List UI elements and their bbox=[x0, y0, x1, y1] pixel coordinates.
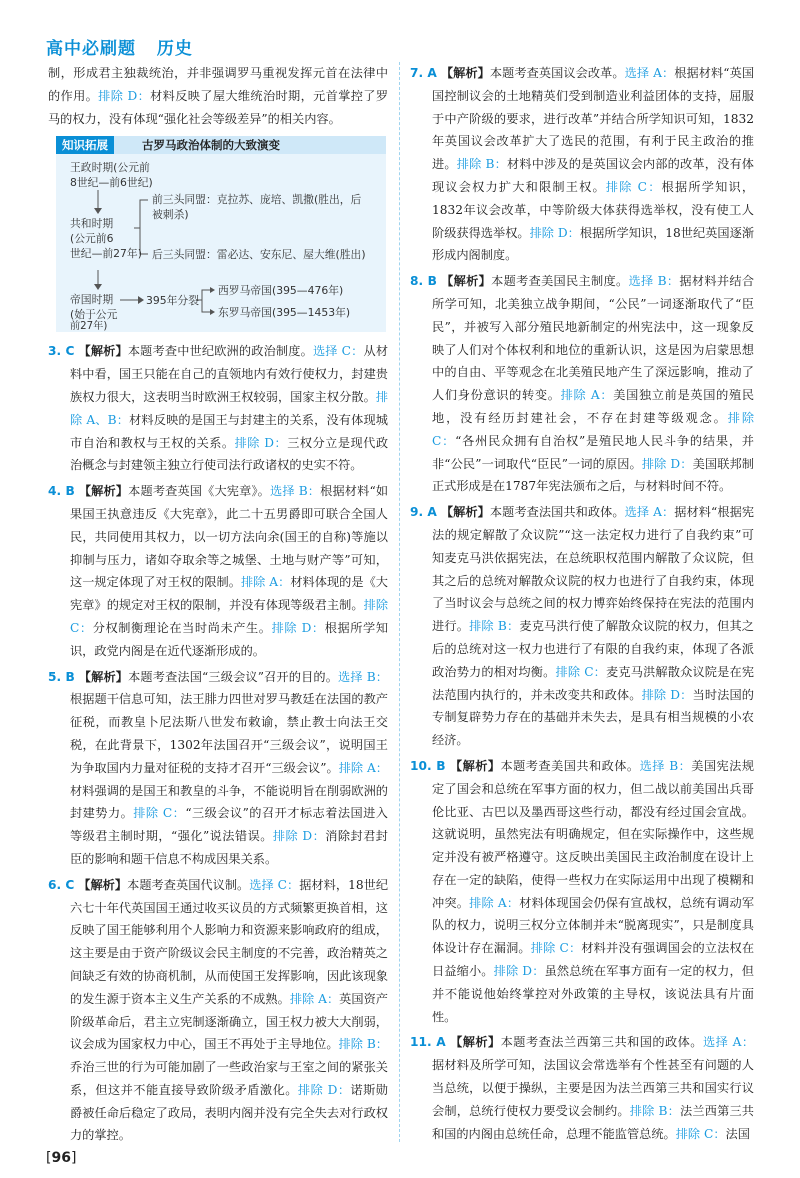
analysis-tag: 【解析】 bbox=[440, 505, 490, 520]
option-label: 排除 D： bbox=[272, 829, 326, 844]
explanation-text: 当时法国的专制复辟势力存在的基础并未失去，是具有相当规模的小农经济。 bbox=[432, 687, 754, 748]
explanation-text: 美国联邦制正式形成是在1787年宪法颁布之后，与材料时间不符。 bbox=[432, 456, 754, 494]
knowledge-box bbox=[56, 136, 386, 332]
republic-period-dates: (公元前6 bbox=[70, 232, 114, 246]
explanation-text: 本题考查美国民主制度。 bbox=[491, 274, 629, 289]
option-label: 排除 D： bbox=[271, 620, 325, 635]
explanation-text: 乔治三世的行为可能加剧了一些政治家与王室之间的紧张关系，但这并不能直接导致阶级矛盾激化。 bbox=[70, 1060, 388, 1097]
option-label: 排除 C： bbox=[675, 1126, 726, 1141]
option-label: 选择 B： bbox=[270, 484, 321, 499]
first-triumvirate: 被刺杀) bbox=[152, 208, 189, 222]
explanation-text: 本题考查英国议会改革。 bbox=[489, 66, 625, 80]
answer-item bbox=[48, 874, 388, 1148]
explanation-text: “各州民众拥有自治权”是殖民地人民斗争的结果，并非“公民”一词取代“臣民”一词的原因。 bbox=[432, 433, 754, 471]
explanation-text: 本题考查中世纪欧洲的政治制度。 bbox=[127, 344, 313, 359]
explanation-text: 分权制衡理论在当时尚未产生。 bbox=[92, 620, 272, 635]
option-label: 排除 D： bbox=[641, 687, 693, 702]
explanation-text: 三权分立是现代政治概念与封建领主独立行使司法行政诸权的史实不符。 bbox=[70, 435, 389, 473]
answer-number: 11. A bbox=[410, 1035, 446, 1050]
explanation-text: “三级会议”的召开才标志着法国进入等级君主制时期，“强化”说法错误。 bbox=[70, 806, 388, 844]
option-label: 选择 C： bbox=[312, 344, 364, 359]
answer-number: 10. B bbox=[410, 758, 446, 773]
option-label: 排除 C： bbox=[432, 410, 755, 448]
kingdom-period: 王政时期(公元前 bbox=[70, 161, 150, 175]
explanation-text: 本题考查法国“三级会议”召开的目的。 bbox=[128, 669, 339, 684]
intro-text: 了罗马的权力，没有体现“强化社会等级差异”的相关内容。 bbox=[48, 88, 389, 126]
explanation-text: 英国资产阶级革命后，君主立宪制逐渐确立，国王权力被大大削弱，议会成为国家权力中心，国王不再处于主导地位。 bbox=[70, 991, 388, 1052]
explanation-text: 根据题干信息可知，法王腓力四世对罗马教廷在法国的教产征税，而教皇卜尼法斯八世发布敕谕，禁止教士向法王交税，在此背景下，1302年法国召开“三级会议”，说明国王为争取国内力量对征税的支持才召开“三级会议”。 bbox=[70, 692, 388, 775]
intro-text: 中的作用。 bbox=[48, 66, 388, 103]
answer-number: 8. B bbox=[410, 274, 437, 289]
answer-item bbox=[48, 340, 388, 477]
empire-period-dates: 前27年) bbox=[70, 321, 108, 333]
explanation-text: 材料中涉及的是英国议会内部的改革，没有体现议会权力扩大和限制王权。 bbox=[432, 157, 754, 194]
eastern-empire: 东罗马帝国(395—1453年) bbox=[218, 306, 351, 320]
explanation-text: 据材料并结合所学可知，北美独立战争期间，“公民”一词逐渐取代了“臣民”，并被写入部分殖民地新制定的州宪法中，这一现象反映了人们对个体权利和地位的重新认识，这是因为启蒙思想中的自由、平等观念在北美殖民地产生了深远影响，推动了人们身份意识的转变。 bbox=[432, 274, 755, 403]
answer-item bbox=[410, 62, 754, 267]
explanation-text: 材料并没有强调国会的立法权在日益缩小。 bbox=[432, 941, 755, 979]
intro-text: 材料反映了屋大维统治时期，元首掌控 bbox=[150, 88, 364, 103]
explanation-text: 诺斯勋爵被任命后稳定了政局，表明内阁并没有完全失去对行政权力的掌控。 bbox=[70, 1082, 388, 1143]
branch-first-triumvirate bbox=[134, 200, 148, 228]
republic-period: 共和时期 bbox=[70, 217, 114, 231]
option-label: 排除 D： bbox=[641, 456, 693, 471]
explanation-text: 美国独立前是英国的殖民地，没有经历封建社会，不存在封建等级观念。 bbox=[432, 388, 755, 425]
option-label: 排除 A： bbox=[560, 388, 614, 403]
option-label: 排除 B： bbox=[456, 157, 507, 172]
option-label: 排除 B： bbox=[338, 1037, 388, 1052]
exclude-label: 排除 D： bbox=[98, 88, 151, 103]
option-label: 排除 B： bbox=[629, 1103, 681, 1118]
book-title: 高中必刷题 bbox=[46, 39, 136, 59]
answer-item bbox=[410, 501, 754, 752]
analysis-tag: 【解析】 bbox=[78, 877, 128, 892]
left-answer-list bbox=[48, 340, 388, 1147]
explanation-text: 美国宪法规定了国会和总统在军事方面的权力，但二战以前美国出兵哥伦比亚、古巴以及墨西哥这些行动，都没有经过国会宣战。这就说明，虽然宪法有明确规定，但在实际操作中，这些规定并没有被严格遵守。这反映出美国民主政治制度在设计上存在一定的缺陷，使得一些权力在实际运用中出现了模糊和冲突。 bbox=[432, 758, 755, 910]
explanation-text: 据材料，18世纪六七十年代英国国王通过收买议员的方式频繁更换首相，这反映了国王能够利用个人影响力和资源来影响政府的组成，这主要是由于资产阶级议会民主制度的不完善，政治精英之间缺乏有效的协商机制，从而使国王发挥影响，因此该现象的发生源于资本主义生产关系的不成熟。 bbox=[70, 877, 389, 1006]
option-label: 排除 C： bbox=[70, 598, 389, 635]
option-label: 排除 A： bbox=[289, 991, 340, 1006]
empire-period-dates: (始于公元 bbox=[70, 308, 118, 322]
answer-item bbox=[410, 1031, 754, 1145]
option-label: 选择 A： bbox=[624, 66, 675, 80]
option-label: 选择 C： bbox=[249, 877, 300, 892]
explanation-text: 本题考查英国代议制。 bbox=[127, 877, 250, 892]
answer-number: 6. C bbox=[48, 877, 75, 892]
answer-number: 7. A bbox=[410, 66, 437, 80]
option-label: 选择 B： bbox=[628, 274, 680, 289]
explanation-text: 材料体现国会仍保有宣战权，总统有调动军队的权力，说明三权分立体制并未“脱离现实”，只是制度具体设计存在漏洞。 bbox=[432, 895, 755, 956]
explanation-text: 本题考查法国共和政体。 bbox=[489, 505, 625, 520]
explanation-text: 根据材料“英国国控制议会的土地精英们受到制造业利益团体的支持，屈服于中产阶级的要求，进行改革”并结合所学知识可知，1832年英国议会改革扩大了选民的范围，有利于民主政治的推进。 bbox=[432, 66, 755, 172]
knowledge-tag: 知识拓展 bbox=[56, 136, 114, 154]
explanation-text: 根据所学知识，18世纪英国逐渐形成内阁制度。 bbox=[432, 225, 755, 263]
explanation-text: 本题考查美国共和政体。 bbox=[500, 758, 640, 773]
right-answer-list bbox=[410, 62, 754, 1145]
knowledge-title: 古罗马政治体制的大致演变 bbox=[142, 138, 280, 153]
answer-number: 3. C bbox=[48, 344, 75, 359]
western-empire: 西罗马帝国(395—476年) bbox=[218, 284, 344, 298]
option-label: 排除 D： bbox=[297, 1082, 351, 1097]
analysis-tag: 【解析】 bbox=[78, 669, 129, 684]
first-triumvirate: 前三头同盟：克拉苏、庞培、凯撒(胜出，后 bbox=[152, 193, 362, 207]
kingdom-period-dates: 8世纪—前6世纪) bbox=[70, 176, 153, 190]
explanation-text: 据材料及所学可知，法国议会常选举有个性甚至有问题的人当总统，以便于操纵，主要是因为法兰西第三共和国实行议会制，总统行使权力要受议会制约。 bbox=[432, 1058, 754, 1118]
analysis-tag: 【解析】 bbox=[449, 758, 501, 773]
running-header bbox=[46, 34, 207, 58]
option-label: 排除 D： bbox=[529, 225, 580, 240]
subject-title: 历史 bbox=[156, 39, 193, 59]
explanation-text: 本题考查英国《大宪章》。 bbox=[128, 484, 271, 499]
option-label: 排除 D： bbox=[493, 964, 545, 979]
column-divider bbox=[399, 62, 400, 1142]
answer-number: 5. B bbox=[48, 669, 75, 684]
explanation-text: 消除封君封臣的影响和题干信息不构成因果关系。 bbox=[70, 829, 388, 866]
option-label: 排除 A： bbox=[469, 895, 520, 910]
analysis-tag: 【解析】 bbox=[78, 484, 129, 499]
answer-item bbox=[410, 755, 754, 1029]
option-label: 排除 C： bbox=[133, 806, 186, 821]
option-label: 排除 B： bbox=[469, 619, 520, 634]
explanation-text: 根据所学知识，政党内阁是在近代逐渐形成的。 bbox=[70, 620, 389, 658]
intro-text: 制，形成君主独裁统治，并非强调罗马重视发挥元首在法律 bbox=[48, 66, 376, 80]
second-triumvirate: 后三头同盟：雷必达、安东尼、屋大维(胜出) bbox=[152, 248, 366, 262]
answer-number: 9. A bbox=[410, 505, 437, 520]
option-label: 排除 A： bbox=[338, 760, 388, 775]
answer-item bbox=[48, 666, 388, 871]
option-label: 排除 A、B： bbox=[70, 389, 388, 427]
option-label: 选择 B： bbox=[338, 669, 388, 684]
analysis-tag: 【解析】 bbox=[78, 344, 128, 359]
continued-paragraph bbox=[48, 62, 388, 130]
answer-number: 4. B bbox=[48, 484, 75, 499]
right-column bbox=[410, 62, 754, 1148]
option-label: 排除 D： bbox=[234, 435, 288, 450]
analysis-tag: 【解析】 bbox=[440, 66, 490, 80]
option-label: 排除 A： bbox=[240, 575, 291, 590]
split-label: 395年分裂 bbox=[146, 294, 199, 308]
explanation-text: 麦克马洪解散众议院是在宪法范围内执行的，并未改变共和政体。 bbox=[432, 664, 755, 702]
analysis-tag: 【解析】 bbox=[450, 1035, 501, 1050]
explanation-text: 本题考查法兰西第三共和国的政体。 bbox=[500, 1035, 703, 1050]
explanation-text: 麦克马洪行使了解散众议院的权力，但其之后的总统对这一权力也进行了有限的自我约束，体现了各派政治势力的相对均衡。 bbox=[432, 619, 754, 679]
option-label: 排除 C： bbox=[555, 664, 607, 679]
empire-period: 帝国时期 bbox=[70, 293, 114, 307]
answer-item bbox=[48, 480, 388, 662]
explanation-text: 从材料中看，国王只能在自己的直领地内有效行使权力，封建贵族权力很大，这表明当时欧洲王权较弱，国家主权分散。 bbox=[70, 344, 389, 404]
option-label: 选择 A： bbox=[624, 505, 675, 520]
option-label: 排除 C： bbox=[530, 941, 582, 956]
option-label: 选择 B： bbox=[639, 758, 692, 773]
explanation-text: 法国 bbox=[725, 1126, 750, 1141]
explanation-text: 据材料“根据宪法的规定解散了众议院”“这一法定权力进行了自我约束”可知麦克马洪依据宪法，在总统职权范围内解散了众议院，但其之后的总统对解散众议院的权力也进行了自我约束，体现了当时议会与总统之间的权力博弈始终保持在宪法的范围内进行。 bbox=[432, 505, 755, 634]
explanation-text: 材料强调的是国王和教皇的斗争，不能说明旨在削弱欧洲的封建势力。 bbox=[70, 783, 388, 821]
republic-period-dates: 世纪—前27年) bbox=[70, 247, 142, 261]
explanation-text: 虽然总统在军事方面有一定的权力，但并不能说他始终掌控对外政策的主导权，该说法具有片面性。 bbox=[432, 964, 754, 1024]
option-label: 排除 C： bbox=[605, 179, 662, 194]
answer-item bbox=[410, 270, 754, 498]
explanation-text: 材料体现的是《大宪章》的规定对王权的限制，并没有体现等级君主制。 bbox=[70, 575, 388, 613]
analysis-tag: 【解析】 bbox=[441, 274, 492, 289]
left-column bbox=[48, 62, 388, 1150]
option-label: 选择 A： bbox=[702, 1035, 755, 1050]
explanation-text: 根据材料“如果国王执意违反《大宪章》，此二十五男爵即可联合全国人民，共同使用其权力，以一切方法向余(国王的自称)等施以抑制与压力，诸如夺取余等之城堡、土地与财产等”可知，这一规定体现了对王权的限制。 bbox=[70, 484, 389, 590]
explanation-text: 法兰西第三共和国的内阁由总统任命，总理不能监管总统。 bbox=[432, 1103, 754, 1141]
explanation-text: 根据所学知识，1832年议会改革，中等阶级大体获得选举权，没有使工人阶级获得选举权。 bbox=[432, 179, 755, 240]
page-number: [ 96 ] bbox=[46, 1150, 76, 1166]
explanation-text: 材料反映的是国王与封建主的关系，没有体现城市自治和教权与王权的关系。 bbox=[70, 412, 388, 450]
